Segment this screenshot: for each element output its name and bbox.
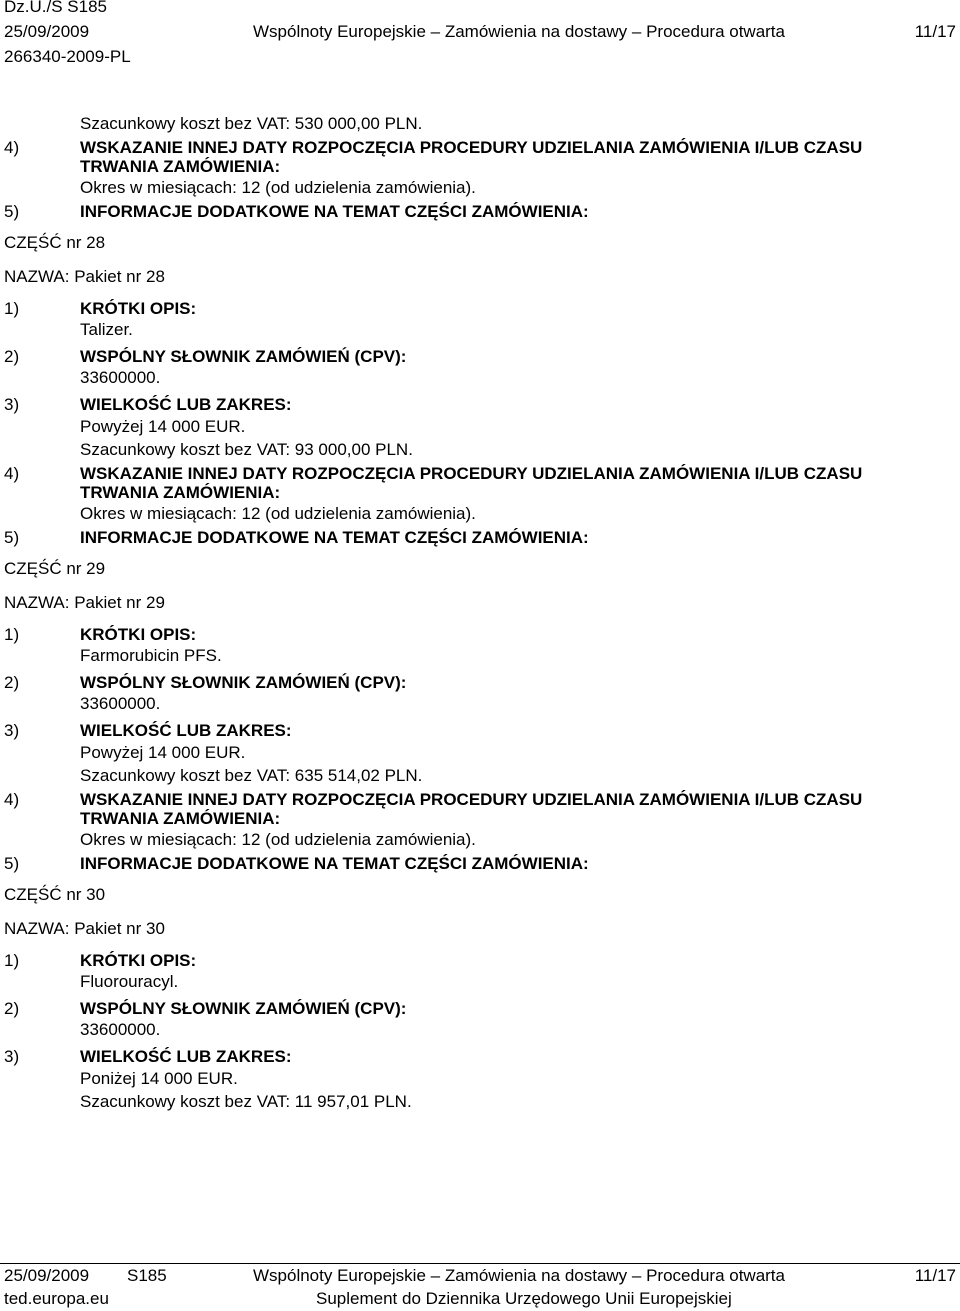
section-heading: 3) WIELKOŚĆ LUB ZAKRES:: [4, 721, 292, 740]
section-heading: 1) KRÓTKI OPIS:: [4, 951, 197, 970]
additional-info-heading: INFORMACJE DODATKOWE NA TEMAT CZĘŚCI ZAMÓWIENIA:: [80, 202, 589, 221]
footer-page-number: 11/17: [914, 1266, 956, 1285]
text-line: [4, 830, 954, 854]
estimated-cost: Szacunkowy koszt bez VAT: 635 514,02 PLN.: [80, 766, 423, 785]
estimated-cost: Szacunkowy koszt bez VAT: 93 000,00 PLN.: [80, 440, 413, 459]
part-number: CZĘŚĆ nr 30: [4, 885, 106, 904]
section-heading: TRWANIA ZAMÓWIENIA:: [80, 157, 281, 176]
text-line: [4, 646, 954, 673]
cpv-code: 33600000.: [80, 694, 161, 713]
text-line: [4, 178, 954, 202]
text-line: [4, 972, 954, 999]
period: Okres w miesiącach: 12 (od udzielenia zamówienia).: [80, 178, 476, 197]
section-heading: TRWANIA ZAMÓWIENIA:: [80, 809, 281, 828]
header-page-number: 11/17: [914, 22, 956, 41]
part-name: NAZWA: Pakiet nr 29: [4, 593, 165, 612]
journal-ref: Dz.U./S S185: [4, 0, 107, 16]
description: Talizer.: [80, 320, 133, 339]
text-line: [4, 368, 954, 395]
section-heading: 1) KRÓTKI OPIS:: [4, 625, 197, 644]
header-title: Wspólnoty Europejskie – Zamówienia na dostawy – Procedura otwarta: [253, 22, 785, 41]
footer-series: S185: [127, 1266, 167, 1285]
section-heading: 4) WSKAZANIE INNEJ DATY ROZPOCZĘCIA PROCEDURY UDZIELANIA ZAMÓWIENIA I/LUB CZASU: [4, 464, 863, 483]
text-line: [4, 1069, 954, 1092]
text-line: [4, 766, 954, 790]
header-date: 25/09/2009: [4, 22, 90, 41]
period: Okres w miesiącach: 12 (od udzielenia zamówienia).: [80, 504, 476, 523]
cpv-code: 33600000.: [80, 1020, 161, 1039]
text-line: [4, 1092, 954, 1116]
period: Okres w miesiącach: 12 (od udzielenia zamówienia).: [80, 830, 476, 849]
footer-title: Wspólnoty Europejskie – Zamówienia na dostawy – Procedura otwarta: [253, 1266, 785, 1285]
section-heading: 5) INFORMACJE DODATKOWE NA TEMAT CZĘŚCI ZAMÓWIENIA:: [4, 854, 589, 873]
document-id: 266340-2009-PL: [4, 47, 131, 66]
text-line: [4, 743, 954, 766]
text-line: [4, 417, 954, 440]
description: Farmorubicin PFS.: [80, 646, 222, 665]
part-number: CZĘŚĆ nr 28: [4, 233, 106, 252]
section-heading: 5) INFORMACJE DODATKOWE NA TEMAT CZĘŚCI ZAMÓWIENIA:: [4, 202, 589, 221]
text-line: [4, 320, 954, 347]
part-number: CZĘŚĆ nr 29: [4, 559, 106, 578]
section-heading: 4) WSKAZANIE INNEJ DATY ROZPOCZĘCIA PROCEDURY UDZIELANIA ZAMÓWIENIA I/LUB CZASU: [4, 138, 863, 157]
size-value: Poniżej 14 000 EUR.: [80, 1069, 238, 1088]
footer-supplement: Suplement do Dziennika Urzędowego Unii Europejskiej: [316, 1289, 732, 1308]
size-value: Powyżej 14 000 EUR.: [80, 417, 246, 436]
date-indication-heading: WSKAZANIE INNEJ DATY ROZPOCZĘCIA PROCEDURY UDZIELANIA ZAMÓWIENIA I/LUB CZASU: [80, 138, 863, 157]
estimated-cost: Szacunkowy koszt bez VAT: 530 000,00 PLN.: [80, 114, 423, 133]
text-line: [4, 504, 954, 528]
section-heading: 2) WSPÓLNY SŁOWNIK ZAMÓWIEŃ (CPV):: [4, 347, 407, 366]
footer-site: ted.europa.eu: [4, 1289, 109, 1308]
section-heading: 5) INFORMACJE DODATKOWE NA TEMAT CZĘŚCI ZAMÓWIENIA:: [4, 528, 589, 547]
document-body: [4, 114, 954, 1116]
section-heading: 3) WIELKOŚĆ LUB ZAKRES:: [4, 1047, 292, 1066]
footer-divider: [0, 1263, 960, 1264]
text-line: [4, 1020, 954, 1047]
part-name: NAZWA: Pakiet nr 30: [4, 919, 165, 938]
estimated-cost: Szacunkowy koszt bez VAT: 11 957,01 PLN.: [80, 1092, 412, 1111]
section-heading: 1) KRÓTKI OPIS:: [4, 299, 197, 318]
part-name: NAZWA: Pakiet nr 28: [4, 267, 165, 286]
cpv-code: 33600000.: [80, 368, 161, 387]
text-line: [4, 440, 954, 464]
section-heading: 3) WIELKOŚĆ LUB ZAKRES:: [4, 395, 292, 414]
section-heading: TRWANIA ZAMÓWIENIA:: [80, 483, 281, 502]
size-value: Powyżej 14 000 EUR.: [80, 743, 246, 762]
section-heading: 2) WSPÓLNY SŁOWNIK ZAMÓWIEŃ (CPV):: [4, 673, 407, 692]
footer-date: 25/09/2009: [4, 1266, 90, 1285]
section-heading: 2) WSPÓLNY SŁOWNIK ZAMÓWIEŃ (CPV):: [4, 999, 407, 1018]
description: Fluorouracyl.: [80, 972, 179, 991]
text-line: [4, 694, 954, 721]
section-heading: 4) WSKAZANIE INNEJ DATY ROZPOCZĘCIA PROCEDURY UDZIELANIA ZAMÓWIENIA I/LUB CZASU: [4, 790, 863, 809]
text-line: [4, 114, 954, 138]
